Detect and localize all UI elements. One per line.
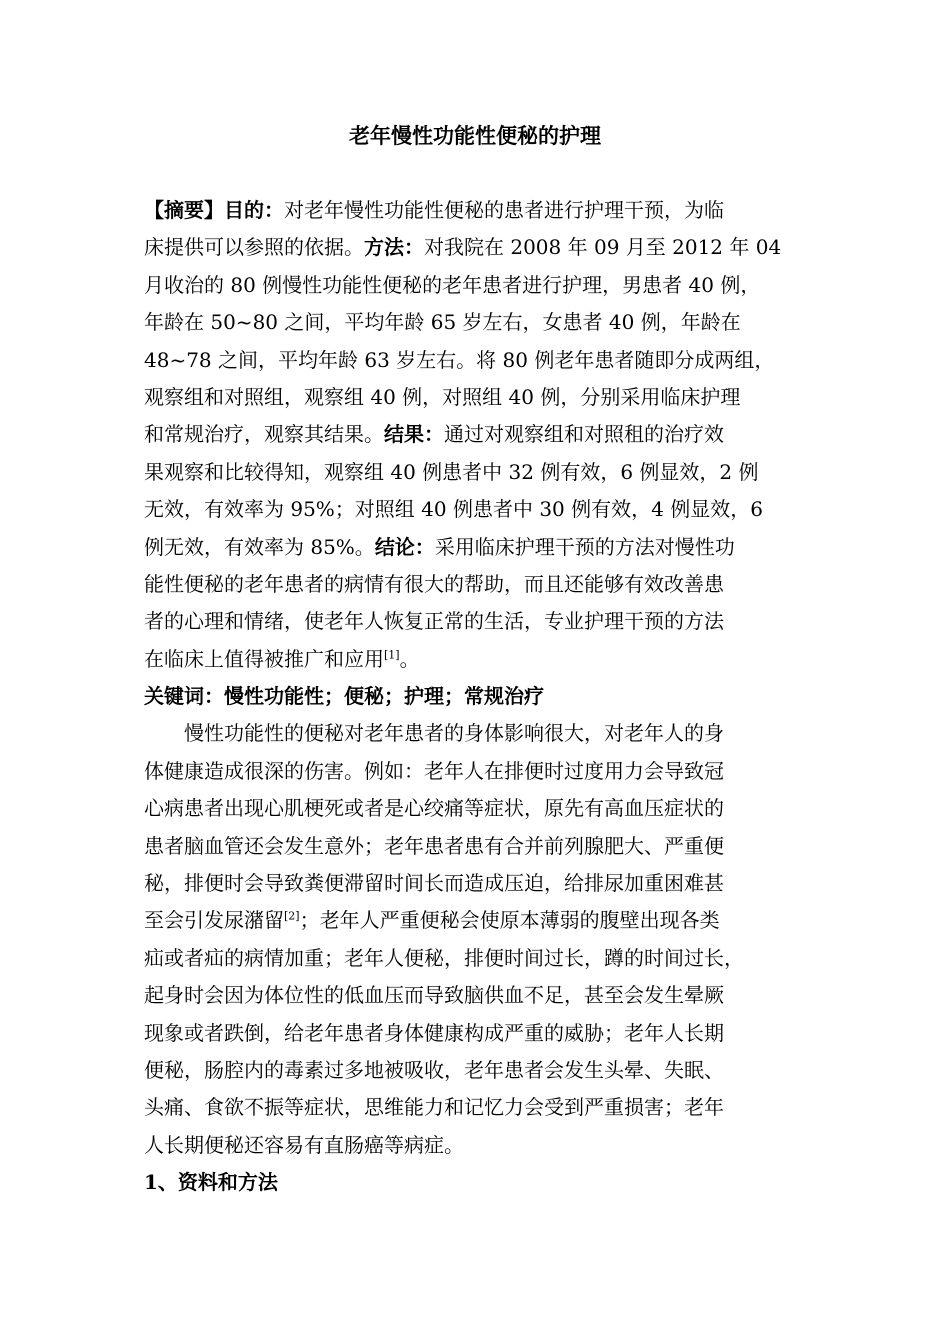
paragraph-line: 人长期便秘还容易有直肠癌等病症。 [144,1132,464,1157]
paragraph-line: 头痛、食欲不振等症状，思维能力和记忆力会受到严重损害；老年 [144,1095,724,1120]
paragraph-line: 患者脑血管还会发生意外；老年患者患有合并前列腺肥大、严重便 [144,833,724,858]
abstract-text: 和常规治疗，观察其结果。 [144,422,384,447]
abstract-line [144,529,828,566]
abstract-text: 对老年慢性功能性便秘的患者进行护理干预，为临 [284,198,724,222]
abstract-text: 床提供可以参照的依据。 [144,235,364,260]
abstract-line: 者的心理和情绪，使老年人恢复正常的生活，专业护理干预的方法 [144,609,724,634]
abstract-label: 【摘要】 [144,198,224,222]
result-label: 结果： [384,422,444,447]
section-heading: 1、资料和方法 [144,1170,278,1195]
abstract-text: 通过对观察组和对照租的治疗效 [444,422,724,447]
abstract-line [144,229,828,266]
paragraph-line: 慢性功能性的便秘对老年患者的身体影响很大，对老年人的身 [184,721,724,746]
abstract-line: 果观察和比较得知，观察组 40 例患者中 32 例有效，6 例显效，2 例 [144,459,759,484]
abstract [144,192,828,678]
paragraph-line: 秘，排便时会导致粪便滞留时间长而造成压迫，给排尿加重困难甚 [144,871,724,896]
abstract-line: 48~78 之间，平均年龄 63 岁左右。将 80 例老年患者随即分成两组， [144,347,775,372]
abstract-text: 对我院在 2008 年 09 月至 2012 年 04 [424,235,782,260]
citation-ref: [2] [284,909,300,923]
abstract-line [144,192,828,229]
paragraph-line: 心病患者出现心肌梗死或者是心绞痛等症状，原先有高血压症状的 [144,796,724,821]
abstract-text: 。 [399,646,420,671]
abstract-text: 采用临床护理干预的方法对慢性功 [434,534,735,559]
abstract-line: 年龄在 50~80 之间，平均年龄 65 岁左右，女患者 40 例，年龄在 [144,310,741,335]
keywords: 关键词：慢性功能性；便秘；护理；常规治疗 [144,684,544,709]
citation-ref: [1] [384,648,400,662]
paragraph-line: 现象或者跌倒，给老年患者身体健康构成严重的威胁；老年人长期 [144,1020,724,1045]
abstract-line: 能性便秘的老年患者的病情有很大的帮助，而且还能够有效改善患 [144,571,724,596]
paragraph-line: 体健康造成很深的伤害。例如：老年人在排便时过度用力会导致冠 [144,758,724,783]
abstract-text: 在临床上值得被推广和应用 [144,646,384,671]
paragraph-line: 起身时会因为体位性的低血压而导致脑供血不足，甚至会发生晕厥 [144,983,724,1008]
abstract-text: 例无效，有效率为 85%。 [144,534,375,559]
abstract-line: 无效，有效率为 95%；对照组 40 例患者中 30 例有效，4 例显效，6 [144,497,763,522]
document-body [144,192,828,1202]
aim-label: 目的： [224,198,284,222]
abstract-line [144,416,828,453]
abstract-line: 观察组和对照组，观察组 40 例，对照组 40 例，分别采用临床护理 [144,384,741,409]
conclusion-label: 结论： [374,534,435,559]
abstract-line [144,641,828,678]
paragraph-text: 至会引发尿潴留 [144,908,284,933]
paragraph-text: ；老年人严重便秘会使原本薄弱的腹壁出现各类 [299,908,720,933]
abstract-line: 月收治的 80 例慢性功能性便秘的老年患者进行护理，男患者 40 例， [144,272,761,297]
intro-paragraph [144,715,828,1164]
method-label: 方法： [364,235,424,260]
document-title: 老年慢性功能性便秘的护理 [349,123,601,148]
paragraph-line: 疝或者疝的病情加重；老年人便秘，排便时间过长，蹲的时间过长， [144,945,744,970]
paragraph-line: 便秘，肠腔内的毒素过多地被吸收，老年患者会发生头晕、失眠、 [144,1057,724,1082]
paragraph-line [144,902,828,939]
